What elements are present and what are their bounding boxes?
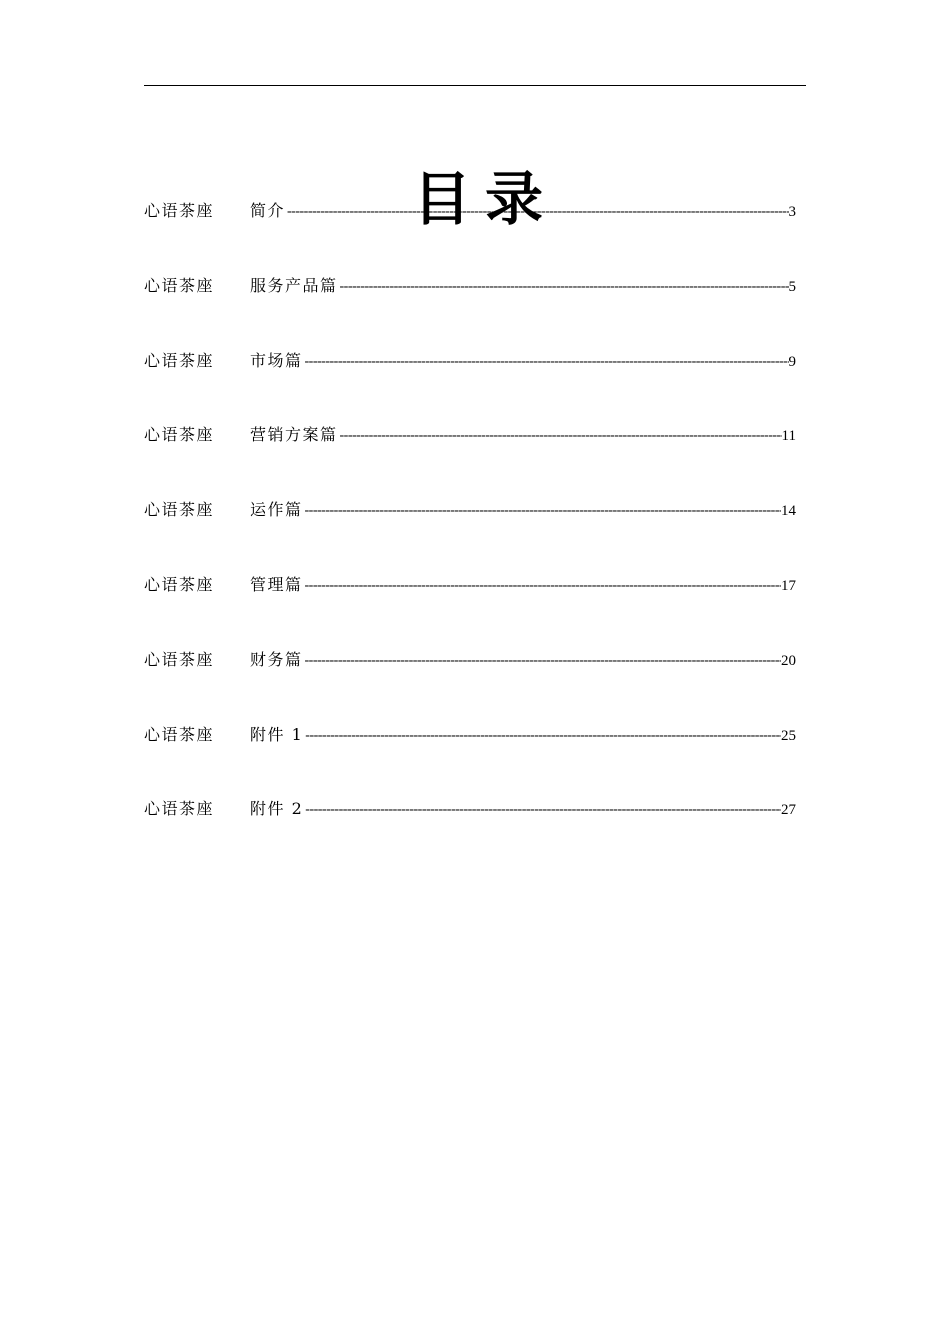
toc-entry-page: 27 <box>781 802 796 819</box>
toc-entry-prefix: 心语茶座 <box>144 724 215 744</box>
header-rule <box>144 85 806 86</box>
toc-entry-page: 14 <box>781 503 796 520</box>
toc-entry-page: 25 <box>781 727 796 744</box>
toc-entry[interactable] <box>144 796 804 871</box>
toc-entry-leader <box>287 198 788 226</box>
toc-entry-prefix: 心语茶座 <box>144 201 215 220</box>
toc-entry[interactable] <box>144 647 804 722</box>
toc-entry[interactable] <box>144 572 804 647</box>
toc-entry-prefix: 心语茶座 <box>144 500 215 520</box>
toc-entry-section: 简介 <box>250 201 286 220</box>
toc-entry-section: 财务篇 <box>250 649 303 669</box>
toc-entry-prefix: 心语茶座 <box>144 799 215 819</box>
toc-entry-leader <box>305 497 781 525</box>
toc-entry-page: 3 <box>788 204 796 220</box>
toc-entry[interactable] <box>144 348 804 423</box>
toc-entry-section: 市场篇 <box>250 350 303 370</box>
toc-entry-prefix: 心语茶座 <box>144 425 215 445</box>
toc-entry[interactable] <box>144 722 804 797</box>
toc-entry-prefix: 心语茶座 <box>144 649 215 669</box>
toc-entry-section: 附件 1 <box>250 724 304 744</box>
toc-entry-leader <box>340 422 782 450</box>
toc-title: 目录 <box>412 164 557 233</box>
toc-entry[interactable] <box>144 273 804 348</box>
toc-entry[interactable] <box>144 422 804 497</box>
toc-entry-leader <box>305 647 781 675</box>
toc-entry-leader <box>305 722 781 750</box>
toc-entry-prefix: 心语茶座 <box>144 350 215 370</box>
toc-entry-page: 20 <box>781 652 796 669</box>
toc-entry-leader <box>305 796 781 824</box>
toc-entry-leader <box>340 273 789 301</box>
toc-entry-section: 服务产品篇 <box>250 275 338 295</box>
toc-entry-page: 9 <box>788 353 796 370</box>
toc-entry-section: 管理篇 <box>250 574 303 594</box>
toc-entry-leader <box>305 348 789 376</box>
toc-list <box>144 198 804 871</box>
toc-entry-prefix: 心语茶座 <box>144 275 215 295</box>
toc-entry-leader <box>305 572 781 600</box>
toc-entry-section: 运作篇 <box>250 500 303 520</box>
toc-entry[interactable] <box>144 497 804 572</box>
toc-entry-section: 营销方案篇 <box>250 425 338 445</box>
toc-entry-prefix: 心语茶座 <box>144 574 215 594</box>
toc-entry-page: 17 <box>781 577 796 594</box>
toc-entry-page: 5 <box>788 278 796 295</box>
toc-entry-section: 附件 2 <box>250 799 304 819</box>
toc-entry[interactable] <box>144 198 804 273</box>
toc-entry-page: 11 <box>781 428 796 445</box>
